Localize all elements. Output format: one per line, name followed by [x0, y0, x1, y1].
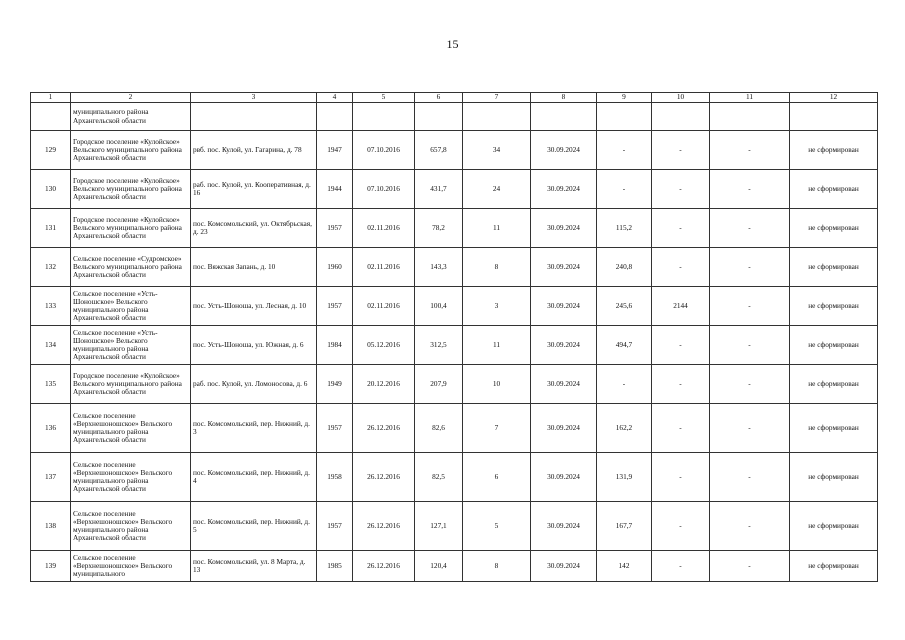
table-row — [31, 131, 878, 170]
cell-municipality: Сельское поселение «Верхнешоношское» Вельского муниципального района Архангельской области — [71, 453, 191, 502]
cell-area: 312,5 — [415, 326, 463, 365]
cell-address: пос. Комсомольский, ул. 8 Марта, д. 13 — [191, 551, 317, 582]
header-row — [31, 93, 878, 103]
cell-number — [31, 103, 71, 131]
cell-col11: - — [710, 209, 790, 248]
cell-year: 1985 — [317, 551, 353, 582]
cell-number: 131 — [31, 209, 71, 248]
cell-col10: - — [652, 502, 710, 551]
cell-col9: 115,2 — [597, 209, 652, 248]
cell-status: не сформирован — [790, 326, 878, 365]
cell-col9: - — [597, 131, 652, 170]
cell-number: 132 — [31, 248, 71, 287]
cell-date: 26.12.2016 — [353, 404, 415, 453]
cell-municipality: Сельское поселение «Верхнешоношское» Вельского муниципального района Архангельской области — [71, 502, 191, 551]
cell-address: рвб. пос. Кулой, ул. Гагарина, д. 78 — [191, 131, 317, 170]
cell-municipality: Городское поселение «Кулойское» Вельского муниципального района Архангельской области — [71, 170, 191, 209]
cell-municipality: Сельское поселение «Судромское» Вельского муниципального района Архангельской области — [71, 248, 191, 287]
cell-col11: - — [710, 131, 790, 170]
cell-col9: 494,7 — [597, 326, 652, 365]
cell-number: 129 — [31, 131, 71, 170]
continued-row — [31, 103, 878, 131]
table-row — [31, 502, 878, 551]
cell-deadline: 30.09.2024 — [531, 287, 597, 326]
cell-year: 1960 — [317, 248, 353, 287]
cell-municipality: Сельское поселение «Верхнешоношское» Вельского муниципального — [71, 551, 191, 582]
cell-status: не сформирован — [790, 209, 878, 248]
cell-municipality: муниципального района Архангельской области — [71, 103, 191, 131]
cell-deadline: 30.09.2024 — [531, 326, 597, 365]
cell-col11: - — [710, 453, 790, 502]
cell-col11: - — [710, 287, 790, 326]
table-row — [31, 326, 878, 365]
cell-date: 02.11.2016 — [353, 287, 415, 326]
cell-col9: 131,9 — [597, 453, 652, 502]
header-cell: 9 — [597, 93, 652, 103]
cell-deadline: 30.09.2024 — [531, 404, 597, 453]
cell-year: 1949 — [317, 365, 353, 404]
cell-year: 1958 — [317, 453, 353, 502]
cell-area — [415, 103, 463, 131]
cell-residents: 5 — [463, 502, 531, 551]
cell-status: не сформирован — [790, 248, 878, 287]
cell-date: 26.12.2016 — [353, 453, 415, 502]
cell-date: 07.10.2016 — [353, 131, 415, 170]
cell-area: 431,7 — [415, 170, 463, 209]
cell-residents: 3 — [463, 287, 531, 326]
cell-residents: 11 — [463, 209, 531, 248]
cell-col10: - — [652, 209, 710, 248]
header-cell: 11 — [710, 93, 790, 103]
cell-col9: 240,8 — [597, 248, 652, 287]
cell-number: 136 — [31, 404, 71, 453]
cell-date: 02.11.2016 — [353, 248, 415, 287]
cell-area: 120,4 — [415, 551, 463, 582]
cell-number: 137 — [31, 453, 71, 502]
cell-date: 02.11.2016 — [353, 209, 415, 248]
cell-deadline: 30.09.2024 — [531, 170, 597, 209]
cell-area: 78,2 — [415, 209, 463, 248]
cell-col11 — [710, 103, 790, 131]
cell-address: раб. пос. Кулой, ул. Ломоносова, д. 6 — [191, 365, 317, 404]
cell-col9: 162,2 — [597, 404, 652, 453]
cell-date: 26.12.2016 — [353, 502, 415, 551]
cell-col9: - — [597, 170, 652, 209]
header-cell: 12 — [790, 93, 878, 103]
cell-address: пос. Комсомольский, пер. Нижний, д. 3 — [191, 404, 317, 453]
cell-col10: - — [652, 551, 710, 582]
cell-area: 127,1 — [415, 502, 463, 551]
cell-status: не сформирован — [790, 453, 878, 502]
header-cell: 6 — [415, 93, 463, 103]
cell-year: 1947 — [317, 131, 353, 170]
cell-deadline — [531, 103, 597, 131]
cell-residents: 11 — [463, 326, 531, 365]
cell-number: 130 — [31, 170, 71, 209]
header-cell: 3 — [191, 93, 317, 103]
cell-area: 143,3 — [415, 248, 463, 287]
page-number: 15 — [446, 37, 459, 51]
cell-year: 1957 — [317, 209, 353, 248]
cell-area: 100,4 — [415, 287, 463, 326]
cell-municipality: Городское поселение «Кулойское» Вельского муниципального района Архангельской области — [71, 365, 191, 404]
header-cell: 1 — [31, 93, 71, 103]
cell-deadline: 30.09.2024 — [531, 131, 597, 170]
cell-municipality: Городское поселение «Кулойское» Вельского муниципального района Архангельской области — [71, 131, 191, 170]
table-row — [31, 365, 878, 404]
cell-col10: - — [652, 131, 710, 170]
cell-number: 135 — [31, 365, 71, 404]
table-row — [31, 248, 878, 287]
header-cell: 4 — [317, 93, 353, 103]
cell-year: 1944 — [317, 170, 353, 209]
cell-residents: 7 — [463, 404, 531, 453]
cell-number: 134 — [31, 326, 71, 365]
header-cell: 8 — [531, 93, 597, 103]
cell-address: пос. Вяжская Запань, д. 10 — [191, 248, 317, 287]
cell-address: пос. Комсомольский, пер. Нижний, д. 5 — [191, 502, 317, 551]
cell-col11: - — [710, 365, 790, 404]
cell-address: раб. пос. Кулой, ул. Кооперативная, д. 16 — [191, 170, 317, 209]
cell-col11: - — [710, 404, 790, 453]
cell-year — [317, 103, 353, 131]
cell-municipality: Сельское поселение «Верхнешоношское» Вельского муниципального района Архангельской области — [71, 404, 191, 453]
cell-col9 — [597, 103, 652, 131]
cell-col11: - — [710, 326, 790, 365]
cell-area: 207,9 — [415, 365, 463, 404]
cell-status: не сформирован — [790, 551, 878, 582]
cell-year: 1957 — [317, 404, 353, 453]
cell-date: 07.10.2016 — [353, 170, 415, 209]
cell-address: пос. Усть-Шоноша, ул. Южная, д. 6 — [191, 326, 317, 365]
cell-date: 20.12.2016 — [353, 365, 415, 404]
cell-area: 82,5 — [415, 453, 463, 502]
cell-municipality: Сельское поселение «Усть-Шоношское» Вельского муниципального района Архангельской области — [71, 287, 191, 326]
cell-residents: 8 — [463, 551, 531, 582]
cell-municipality: Сельское поселение «Усть-Шоношское» Вельского муниципального района Архангельской области — [71, 326, 191, 365]
cell-status: не сформирован — [790, 404, 878, 453]
cell-status: не сформирован — [790, 365, 878, 404]
cell-number: 139 — [31, 551, 71, 582]
cell-address — [191, 103, 317, 131]
cell-residents: 10 — [463, 365, 531, 404]
cell-deadline: 30.09.2024 — [531, 551, 597, 582]
cell-year: 1957 — [317, 502, 353, 551]
cell-date: 05.12.2016 — [353, 326, 415, 365]
cell-status — [790, 103, 878, 131]
cell-col10: - — [652, 170, 710, 209]
cell-deadline: 30.09.2024 — [531, 502, 597, 551]
cell-col10 — [652, 103, 710, 131]
cell-deadline: 30.09.2024 — [531, 453, 597, 502]
cell-col10: 2144 — [652, 287, 710, 326]
cell-deadline: 30.09.2024 — [531, 209, 597, 248]
cell-year: 1957 — [317, 287, 353, 326]
cell-address: пос. Комсомольский, пер. Нижний, д. 4 — [191, 453, 317, 502]
cell-area: 82,6 — [415, 404, 463, 453]
table-row — [31, 404, 878, 453]
housing-registry-table — [30, 92, 878, 582]
cell-col11: - — [710, 248, 790, 287]
cell-status: не сформирован — [790, 170, 878, 209]
cell-year: 1984 — [317, 326, 353, 365]
cell-municipality: Городское поселение «Кулойское» Вельского муниципального района Архангельской области — [71, 209, 191, 248]
header-cell: 2 — [71, 93, 191, 103]
cell-residents: 34 — [463, 131, 531, 170]
cell-col11: - — [710, 502, 790, 551]
table-row — [31, 287, 878, 326]
cell-col9: 142 — [597, 551, 652, 582]
table-row — [31, 453, 878, 502]
cell-col10: - — [652, 248, 710, 287]
cell-status: не сформирован — [790, 287, 878, 326]
table-row — [31, 209, 878, 248]
cell-residents — [463, 103, 531, 131]
cell-deadline: 30.09.2024 — [531, 365, 597, 404]
cell-col9: 167,7 — [597, 502, 652, 551]
cell-date: 26.12.2016 — [353, 551, 415, 582]
cell-residents: 24 — [463, 170, 531, 209]
cell-status: не сформирован — [790, 502, 878, 551]
cell-col11: - — [710, 551, 790, 582]
table-row — [31, 170, 878, 209]
cell-address: пос. Комсомольский, ул. Октябрьская, д. 23 — [191, 209, 317, 248]
table-row — [31, 551, 878, 582]
header-cell: 10 — [652, 93, 710, 103]
cell-status: не сформирован — [790, 131, 878, 170]
cell-col10: - — [652, 365, 710, 404]
cell-col10: - — [652, 453, 710, 502]
cell-area: 657,8 — [415, 131, 463, 170]
cell-col10: - — [652, 326, 710, 365]
cell-number: 133 — [31, 287, 71, 326]
header-cell: 7 — [463, 93, 531, 103]
cell-col9: 245,6 — [597, 287, 652, 326]
cell-residents: 6 — [463, 453, 531, 502]
cell-date — [353, 103, 415, 131]
cell-col10: - — [652, 404, 710, 453]
cell-number: 138 — [31, 502, 71, 551]
header-cell: 5 — [353, 93, 415, 103]
cell-residents: 8 — [463, 248, 531, 287]
cell-address: пос. Усть-Шоноша, ул. Лесная, д. 10 — [191, 287, 317, 326]
cell-deadline: 30.09.2024 — [531, 248, 597, 287]
cell-col9: - — [597, 365, 652, 404]
cell-col11: - — [710, 170, 790, 209]
